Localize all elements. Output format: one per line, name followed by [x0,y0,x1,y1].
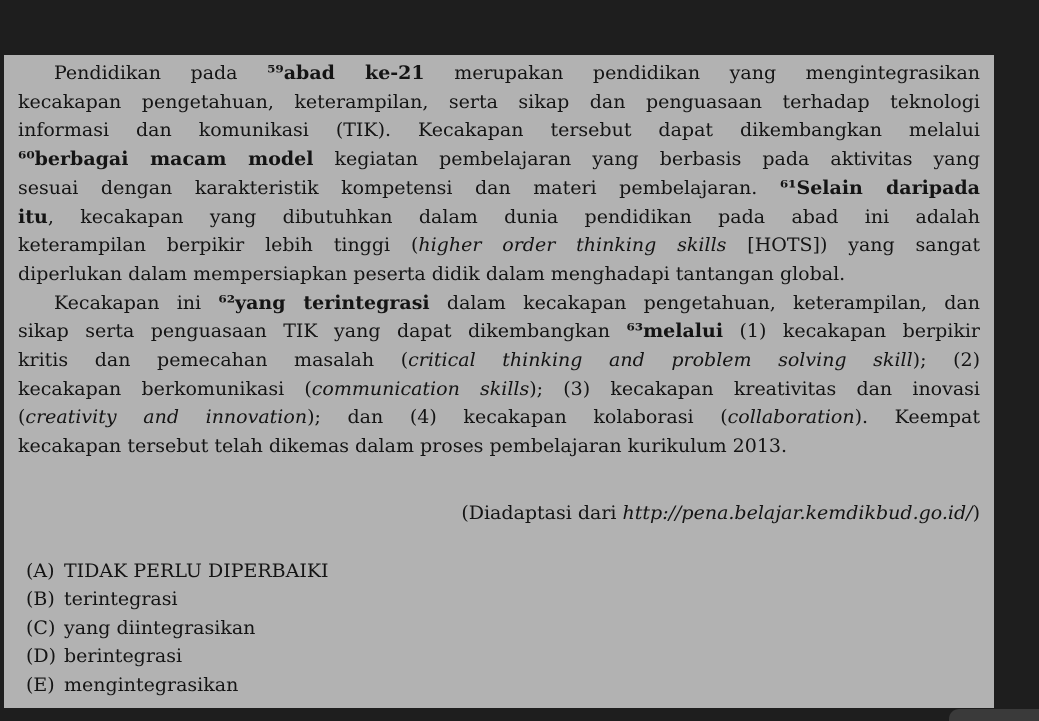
text: sesuai dengan karakteristik kompetensi dan materi pembelajaran. [18,176,780,199]
text: (1) kecakapan berpikir [723,320,981,343]
document-page [4,55,994,708]
paragraph-1 [18,59,980,289]
text: ); dan (4) kecakapan kolaborasi ( [307,406,728,429]
marked-text-61-end: itu [18,205,48,228]
text: sikap serta penguasaan TIK yang dapat dikembangkan [18,320,627,343]
italic-text: communication skills [311,377,530,400]
text: dalam kecakapan pengetahuan, keterampilan, dan [429,291,980,314]
text: Kecakapan ini [54,291,219,314]
text: merupakan pendidikan yang mengintegrasikan [424,62,981,84]
text: ); (3) kecakapan kreativitas dan inovasi [529,377,981,400]
option-d[interactable] [26,642,980,671]
italic-text: collaboration [727,406,855,429]
text-line [18,317,980,346]
text-line [18,375,980,404]
text-line: kecakapan tersebut telah dikemas dalam proses pembelajaran kurikulum 2013. [18,435,788,458]
text: kegiatan pembelajaran yang berbasis pada aktivitas yang [313,148,981,171]
text-line [18,231,980,260]
italic-text: higher order thinking skills [418,234,727,257]
source-prefix: (Diadaptasi dari [461,501,623,524]
paragraph-2 [18,289,980,461]
scroll-corner [949,709,1039,721]
option-letter: (E) [26,673,55,696]
option-c[interactable] [26,614,980,643]
text-line: kecakapan pengetahuan, keterampilan, serta sikap dan penguasaan terhadap teknologi [18,90,980,113]
text-line: informasi dan komunikasi (TIK). Kecakapan tersebut dapat dikembangkan melalui [18,119,980,142]
italic-text: critical thinking and problem solving skill [408,349,913,372]
option-letter: (B) [26,588,55,611]
marked-text-61: ⁶¹Selain daripada [779,176,980,199]
option-text: yang diintegrasikan [64,616,256,639]
marked-text-62: ⁶²yang terintegrasi [218,291,430,314]
text-line [18,403,980,432]
text: ). Keempat [854,406,980,429]
text-line: diperlukan dalam mempersiapkan peserta didik dalam menghadapi tantangan global. [18,262,846,285]
option-letter: (D) [26,645,57,668]
option-letter: (A) [26,559,55,582]
text: Pendidikan pada [54,62,268,84]
option-a[interactable] [26,557,980,586]
text: , kecakapan yang dibutuhkan dalam dunia pendidikan pada abad ini adalah [47,205,980,228]
option-text: TIDAK PERLU DIPERBAIKI [64,559,329,582]
source-url: http://pena.belajar.kemdikbud.go.id/ [622,501,973,524]
source-suffix: ) [972,501,980,524]
text: keterampilan berpikir lebih tinggi ( [18,234,419,257]
option-e[interactable] [26,671,980,700]
option-text: mengintegrasikan [64,673,239,696]
text-line [18,174,980,203]
text: [HOTS]) yang sangat [726,234,980,257]
option-b[interactable] [26,585,980,614]
marked-text-59: ⁵⁹abad ke-21 [267,62,425,84]
marked-text-60: ⁶⁰berbagai macam model [18,148,314,171]
text: ); (2) [912,349,980,372]
text-line [18,145,980,174]
italic-text: creativity and innovation [25,406,308,429]
source-citation [18,499,980,527]
answer-options [18,557,980,700]
text: kritis dan pemecahan masalah ( [18,349,409,372]
text-line [18,289,980,318]
text-line [18,59,980,88]
option-text: berintegrasi [64,645,183,668]
text-line [18,203,980,232]
option-text: terintegrasi [64,588,178,611]
option-letter: (C) [26,616,56,639]
text: ( [18,406,26,429]
text-line [18,346,980,375]
marked-text-63: ⁶³melalui [626,320,724,343]
text: kecakapan berkomunikasi ( [18,377,312,400]
